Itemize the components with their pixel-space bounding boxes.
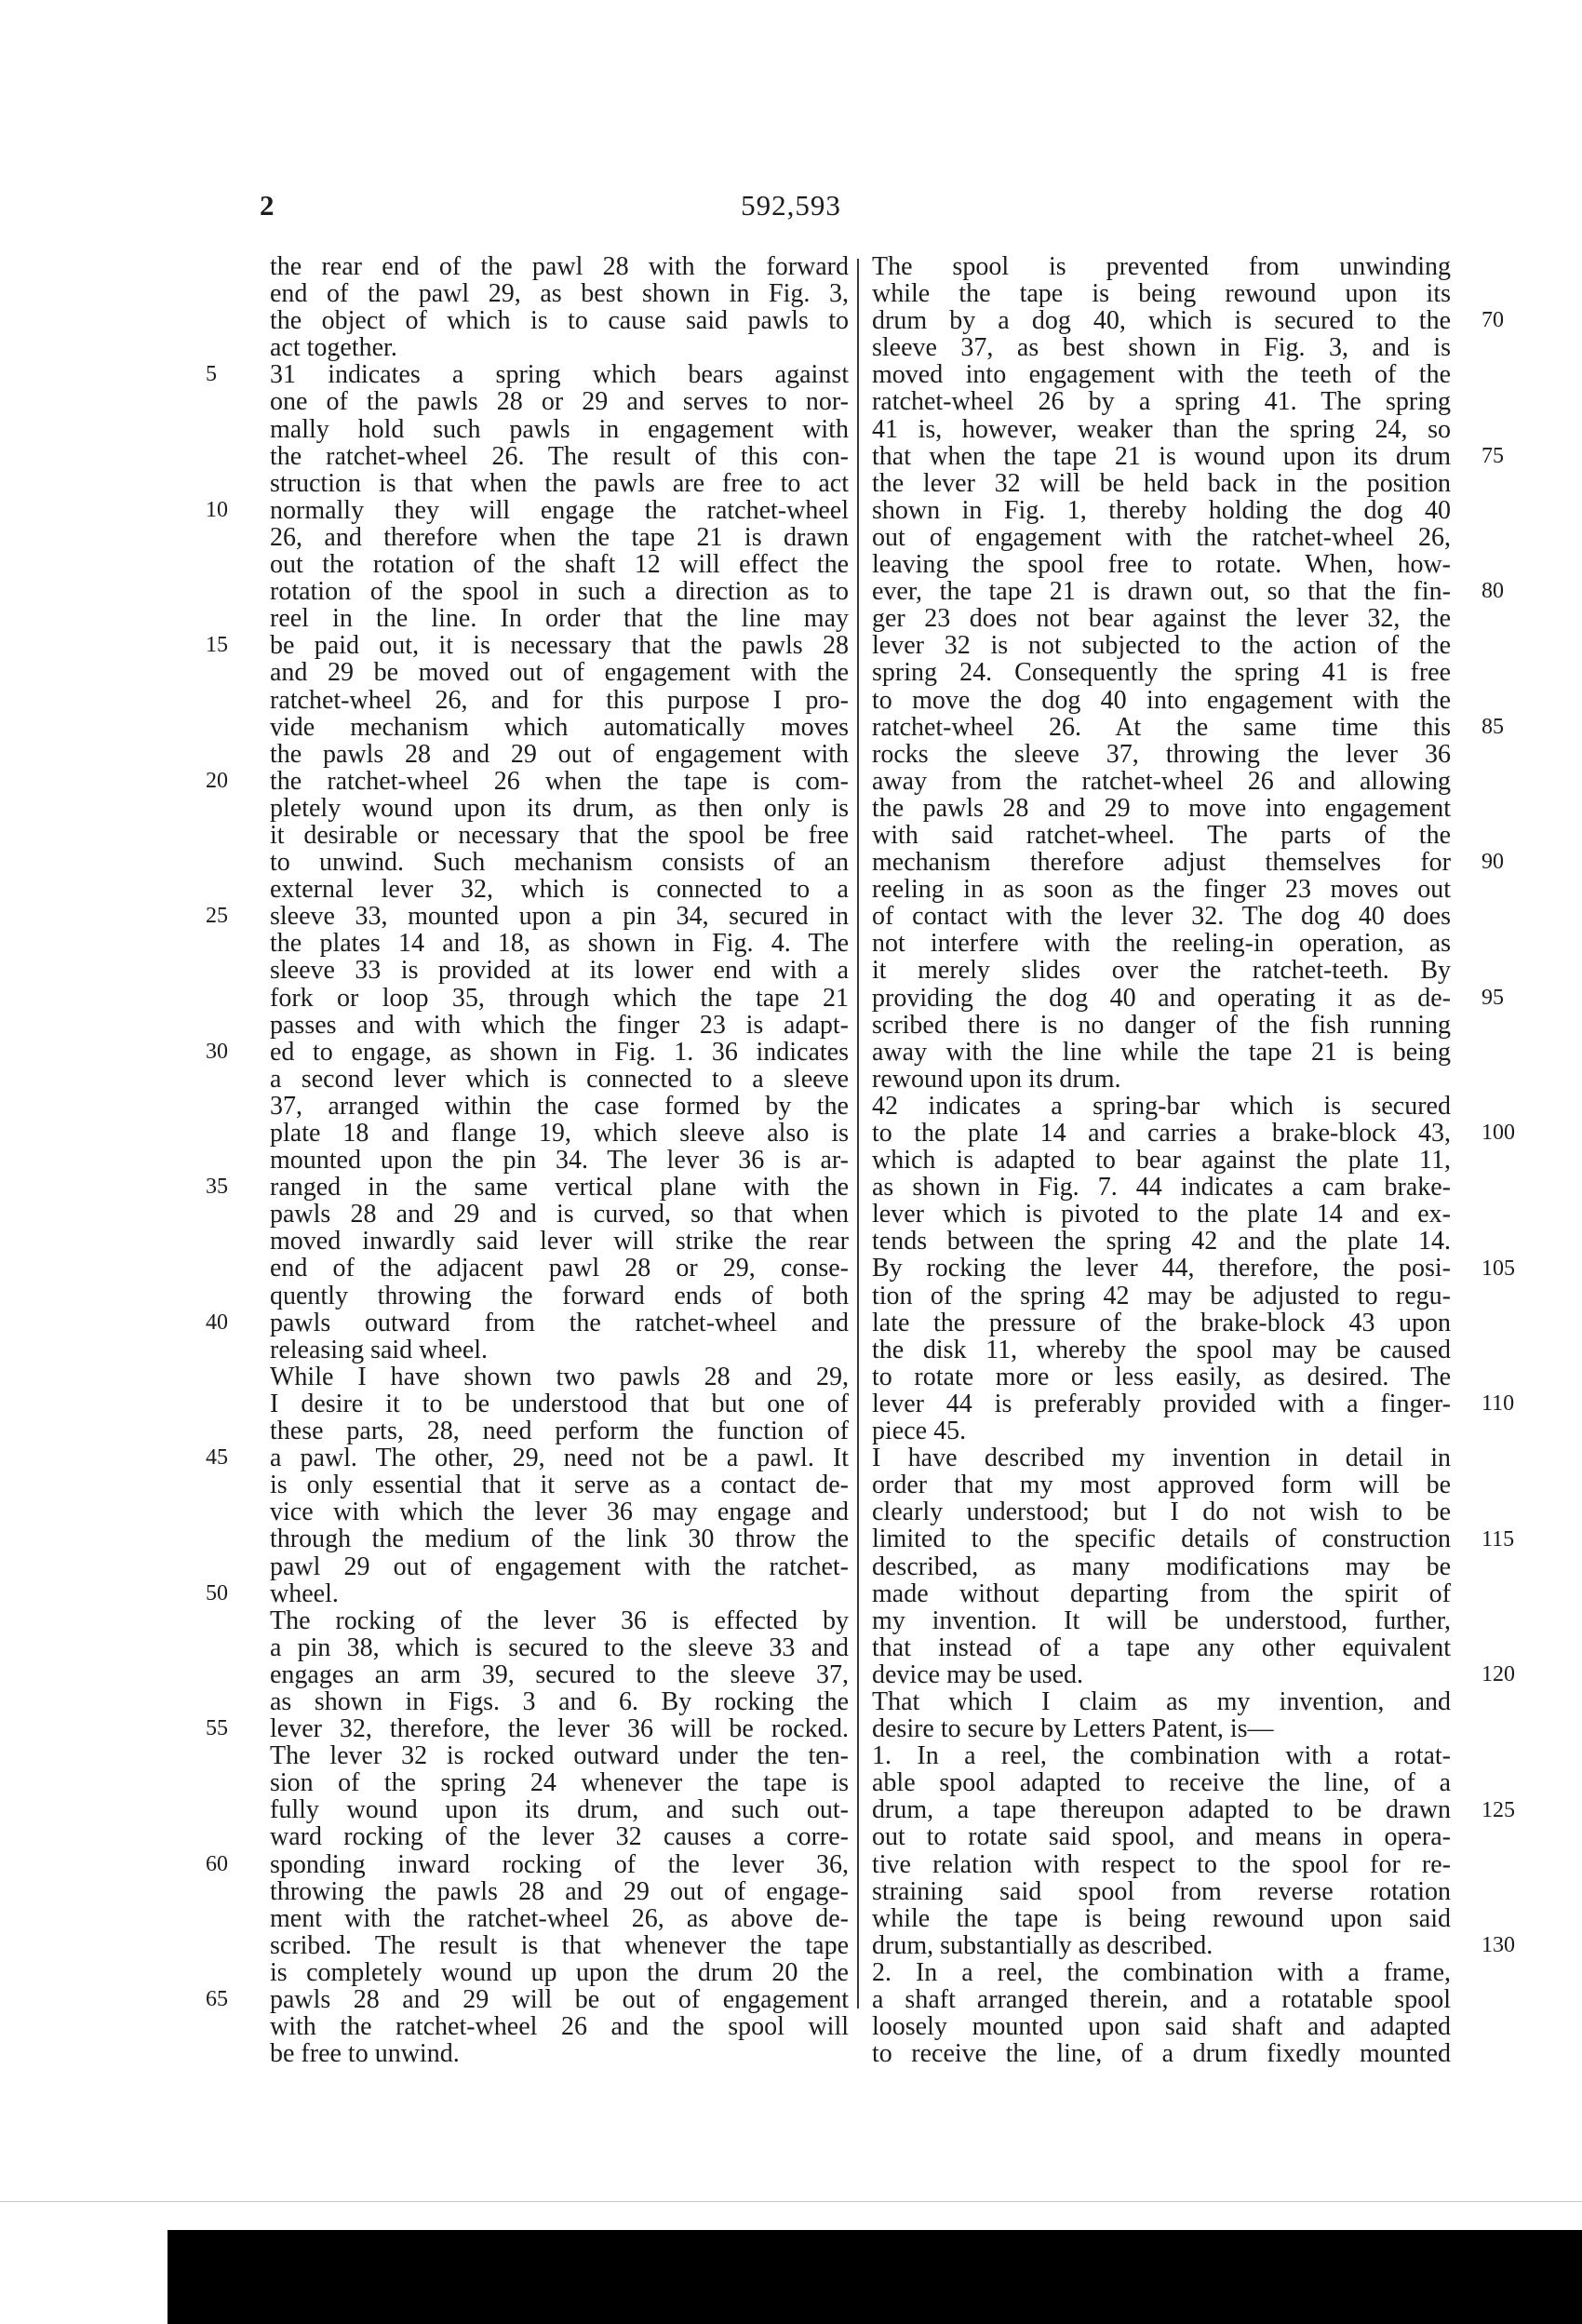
margin-line-number: 70 bbox=[1481, 308, 1504, 333]
text-line: sleeve 37, as best shown in Fig. 3, and is bbox=[872, 333, 1451, 363]
text-line: shown in Fig. 1, thereby holding the dog 40 bbox=[872, 495, 1451, 525]
text-line: ward rocking of the lever 32 causes a corre- bbox=[270, 1822, 849, 1852]
text-line: 2. In a reel, the combination with a frame, bbox=[872, 1957, 1451, 1987]
scan-bottom-border bbox=[168, 2230, 1582, 2324]
text-line: away with the line while the tape 21 is being bbox=[872, 1037, 1451, 1067]
margin-line-number: 50 bbox=[206, 1580, 228, 1605]
margin-line-number: 25 bbox=[206, 904, 228, 929]
text-line: While I have shown two pawls 28 and 29, bbox=[270, 1362, 849, 1391]
text-line: a pin 38, which is secured to the sleeve 33 and bbox=[270, 1632, 849, 1662]
text-line: I have described my invention in detail in bbox=[872, 1444, 1451, 1473]
text-line: drum, substantially as described. bbox=[872, 1930, 1213, 1960]
margin-line-number: 60 bbox=[206, 1851, 228, 1876]
text-line: fork or loop 35, through which the tape 21 bbox=[270, 983, 849, 1013]
text-line: 1. In a reel, the combination with a rotat- bbox=[872, 1741, 1451, 1771]
text-line: pawl 29 out of engagement with the ratchet- bbox=[270, 1552, 849, 1581]
text-line: which is adapted to bear against the plate 11, bbox=[872, 1146, 1451, 1175]
text-line: made without departing from the spirit of bbox=[872, 1578, 1451, 1608]
text-line: with said ratchet-wheel. The parts of the bbox=[872, 820, 1451, 850]
text-line: engages an arm 39, secured to the sleeve 37, bbox=[270, 1659, 849, 1689]
text-line: spring 24. Consequently the spring 41 is free bbox=[872, 658, 1451, 688]
text-line: 26, and therefore when the tape 21 is drawn bbox=[270, 522, 849, 552]
text-line: with the ratchet-wheel 26 and the spool will bbox=[270, 2012, 849, 2042]
text-line: order that my most approved form will be bbox=[872, 1471, 1451, 1500]
text-line: end of the adjacent pawl 28 or 29, conse- bbox=[270, 1254, 849, 1283]
text-line: vide mechanism which automatically moves bbox=[270, 712, 849, 742]
right-text-column bbox=[872, 253, 1451, 2067]
text-line: ratchet-wheel 26, and for this purpose I pro- bbox=[270, 685, 849, 715]
text-line: rotation of the spool in such a direction as to bbox=[270, 577, 849, 607]
margin-line-number: 120 bbox=[1481, 1662, 1515, 1687]
text-line: drum by a dog 40, which is secured to the bbox=[872, 306, 1451, 336]
margin-line-number: 110 bbox=[1481, 1391, 1515, 1417]
text-line: the ratchet-wheel 26. The result of this con- bbox=[270, 441, 849, 471]
margin-line-number: 10 bbox=[206, 497, 228, 522]
text-line: away from the ratchet-wheel 26 and allowing bbox=[872, 766, 1451, 796]
text-line: as shown in Figs. 3 and 6. By rocking the bbox=[270, 1686, 849, 1716]
text-line: loosely mounted upon said shaft and adapted bbox=[872, 2012, 1451, 2042]
page-number: 2 bbox=[260, 189, 275, 222]
text-line: external lever 32, which is connected to a bbox=[270, 875, 849, 905]
text-line: clearly understood; but I do not wish to be bbox=[872, 1498, 1451, 1527]
text-line: pletely wound upon its drum, as then only is bbox=[270, 793, 849, 823]
margin-line-number: 20 bbox=[206, 768, 228, 793]
text-line: passes and with which the finger 23 is adapt- bbox=[270, 1010, 849, 1040]
margin-line-number: 55 bbox=[206, 1716, 228, 1741]
text-line: normally they will engage the ratchet-wheel bbox=[270, 495, 849, 525]
text-line: ever, the tape 21 is drawn out, so that the fin- bbox=[872, 577, 1451, 607]
text-line: the lever 32 will be held back in the position bbox=[872, 468, 1451, 498]
text-line: scribed there is no danger of the fish running bbox=[872, 1010, 1451, 1040]
text-line: mechanism therefore adjust themselves for bbox=[872, 848, 1451, 878]
text-line: desire to secure by Letters Patent, is— bbox=[872, 1714, 1274, 1744]
text-line: lever 32 is not subjected to the action of the bbox=[872, 631, 1451, 661]
text-line: piece 45. bbox=[872, 1417, 967, 1446]
text-line: plate 18 and flange 19, which sleeve also is bbox=[270, 1119, 849, 1148]
text-line: the ratchet-wheel 26 when the tape is com- bbox=[270, 766, 849, 796]
text-line: to rotate more or less easily, as desired. The bbox=[872, 1362, 1451, 1391]
text-line: rewound upon its drum. bbox=[872, 1064, 1121, 1094]
margin-line-number: 95 bbox=[1481, 985, 1504, 1010]
text-line: The rocking of the lever 36 is effected by bbox=[270, 1605, 849, 1635]
text-line: pawls 28 and 29 will be out of engagement bbox=[270, 1985, 849, 2014]
margin-line-number: 15 bbox=[206, 633, 228, 658]
text-line: it merely slides over the ratchet-teeth. By bbox=[872, 956, 1451, 986]
margin-line-number: 105 bbox=[1481, 1256, 1515, 1281]
text-line: ed to engage, as shown in Fig. 1. 36 indicates bbox=[270, 1037, 849, 1067]
margin-line-number: 35 bbox=[206, 1175, 228, 1200]
left-text-column bbox=[270, 253, 849, 2067]
text-line: described, as many modifications may be bbox=[872, 1552, 1451, 1581]
text-line: be paid out, it is necessary that the pawls 28 bbox=[270, 631, 849, 661]
text-line: sponding inward rocking of the lever 36, bbox=[270, 1849, 849, 1879]
text-line: to move the dog 40 into engagement with the bbox=[872, 685, 1451, 715]
patent-number: 592,593 bbox=[741, 189, 841, 222]
text-line: the disk 11, whereby the spool may be caused bbox=[872, 1335, 1451, 1364]
text-line: I desire it to be understood that but one of bbox=[270, 1389, 849, 1418]
text-line: end of the pawl 29, as best shown in Fig. 3, bbox=[270, 279, 849, 309]
text-line: sion of the spring 24 whenever the tape is bbox=[270, 1768, 849, 1798]
text-line: out the rotation of the shaft 12 will effect the bbox=[270, 550, 849, 580]
margin-line-number: 85 bbox=[1481, 714, 1504, 739]
text-line: sleeve 33, mounted upon a pin 34, secured in bbox=[270, 902, 849, 932]
text-line: 37, arranged within the case formed by the bbox=[270, 1091, 849, 1121]
text-line: through the medium of the link 30 throw the bbox=[270, 1525, 849, 1554]
text-line: providing the dog 40 and operating it as de- bbox=[872, 983, 1451, 1013]
text-line: 41 is, however, weaker than the spring 24, so bbox=[872, 414, 1451, 444]
text-line: the pawls 28 and 29 out of engagement with bbox=[270, 739, 849, 769]
text-line: The lever 32 is rocked outward under the ten- bbox=[270, 1741, 849, 1771]
text-line: 31 indicates a spring which bears against bbox=[270, 360, 849, 390]
text-line: my invention. It will be understood, further, bbox=[872, 1605, 1451, 1635]
text-line: lever 44 is preferably provided with a finger- bbox=[872, 1389, 1451, 1418]
text-line: moved inwardly said lever will strike the rear bbox=[270, 1227, 849, 1256]
margin-line-number: 5 bbox=[206, 362, 217, 387]
text-line: to the plate 14 and carries a brake-block 43, bbox=[872, 1119, 1451, 1148]
text-line: lever 32, therefore, the lever 36 will be rocked. bbox=[270, 1714, 849, 1744]
text-line: act together. bbox=[270, 333, 397, 363]
text-line: as shown in Fig. 7. 44 indicates a cam brake- bbox=[872, 1173, 1451, 1202]
text-line: wheel. bbox=[270, 1578, 339, 1608]
text-line: scribed. The result is that whenever the tape bbox=[270, 1930, 849, 1960]
text-line: while the tape is being rewound upon said bbox=[872, 1903, 1451, 1933]
text-line: a pawl. The other, 29, need not be a pawl. It bbox=[270, 1444, 849, 1473]
text-line: The spool is prevented from unwinding bbox=[872, 252, 1451, 281]
text-line: leaving the spool free to rotate. When, how- bbox=[872, 550, 1451, 580]
text-line: releasing said wheel. bbox=[270, 1335, 489, 1364]
text-line: pawls outward from the ratchet-wheel and bbox=[270, 1308, 849, 1337]
margin-line-number: 90 bbox=[1481, 850, 1504, 875]
text-line: vice with which the lever 36 may engage and bbox=[270, 1498, 849, 1527]
text-line: ratchet-wheel 26 by a spring 41. The spring bbox=[872, 387, 1451, 417]
margin-line-number: 75 bbox=[1481, 443, 1504, 468]
text-line: device may be used. bbox=[872, 1659, 1084, 1689]
text-line: throwing the pawls 28 and 29 out of engage- bbox=[270, 1876, 849, 1906]
text-line: out to rotate said spool, and means in opera- bbox=[872, 1822, 1451, 1852]
text-line: the plates 14 and 18, as shown in Fig. 4. The bbox=[270, 929, 849, 959]
text-line: quently throwing the forward ends of both bbox=[270, 1281, 849, 1310]
text-line: tends between the spring 42 and the plate 14. bbox=[872, 1227, 1451, 1256]
text-line: ment with the ratchet-wheel 26, as above de- bbox=[270, 1903, 849, 1933]
text-line: is only essential that it serve as a contact de- bbox=[270, 1471, 849, 1500]
text-line: be free to unwind. bbox=[270, 2039, 460, 2069]
text-line: moved into engagement with the teeth of the bbox=[872, 360, 1451, 390]
text-line: tion of the spring 42 may be adjusted to regu- bbox=[872, 1281, 1451, 1310]
text-line: 42 indicates a spring-bar which is secured bbox=[872, 1091, 1451, 1121]
text-line: ratchet-wheel 26. At the same time this bbox=[872, 712, 1451, 742]
text-line: reel in the line. In order that the line may bbox=[270, 604, 849, 634]
text-line: By rocking the lever 44, therefore, the posi- bbox=[872, 1254, 1451, 1283]
text-line: lever which is pivoted to the plate 14 and ex- bbox=[872, 1200, 1451, 1229]
text-line: of contact with the lever 32. The dog 40 does bbox=[872, 902, 1451, 932]
text-line: drum, a tape thereupon adapted to be drawn bbox=[872, 1795, 1451, 1825]
text-line: the rear end of the pawl 28 with the forward bbox=[270, 252, 849, 281]
text-line: struction is that when the pawls are free to act bbox=[270, 468, 849, 498]
column-divider bbox=[857, 259, 859, 2008]
text-line: and 29 be moved out of engagement with the bbox=[270, 658, 849, 688]
margin-line-number: 65 bbox=[206, 1987, 228, 2012]
text-line: to unwind. Such mechanism consists of an bbox=[270, 848, 849, 878]
text-line: mounted upon the pin 34. The lever 36 is ar- bbox=[270, 1146, 849, 1175]
margin-line-number: 130 bbox=[1481, 1933, 1515, 1958]
text-line: pawls 28 and 29 and is curved, so that when bbox=[270, 1200, 849, 1229]
margin-line-number: 30 bbox=[206, 1039, 228, 1064]
text-line: not interfere with the reeling-in operation, as bbox=[872, 929, 1451, 959]
text-line: to receive the line, of a drum fixedly mounted bbox=[872, 2039, 1451, 2069]
text-line: That which I claim as my invention, and bbox=[872, 1686, 1451, 1716]
text-line: sleeve 33 is provided at its lower end with a bbox=[270, 956, 849, 986]
text-line: ger 23 does not bear against the lever 32, the bbox=[872, 604, 1451, 634]
text-line: ranged in the same vertical plane with the bbox=[270, 1173, 849, 1202]
text-line: the object of which is to cause said pawls to bbox=[270, 306, 849, 336]
text-line: late the pressure of the brake-block 43 upon bbox=[872, 1308, 1451, 1337]
text-line: it desirable or necessary that the spool be free bbox=[270, 820, 849, 850]
text-line: that when the tape 21 is wound upon its drum bbox=[872, 441, 1451, 471]
text-line: straining said spool from reverse rotation bbox=[872, 1876, 1451, 1906]
text-line: able spool adapted to receive the line, of a bbox=[872, 1768, 1451, 1798]
margin-line-number: 80 bbox=[1481, 579, 1504, 604]
text-line: is completely wound up upon the drum 20 the bbox=[270, 1957, 849, 1987]
margin-line-number: 45 bbox=[206, 1445, 228, 1471]
scan-edge-line bbox=[0, 2201, 1582, 2202]
text-line: one of the pawls 28 or 29 and serves to nor- bbox=[270, 387, 849, 417]
text-line: rocks the sleeve 37, throwing the lever 36 bbox=[872, 739, 1451, 769]
margin-line-number: 125 bbox=[1481, 1797, 1515, 1822]
text-line: tive relation with respect to the spool for re- bbox=[872, 1849, 1451, 1879]
text-line: out of engagement with the ratchet-wheel 26, bbox=[872, 522, 1451, 552]
text-line: mally hold such pawls in engagement with bbox=[270, 414, 849, 444]
text-line: a second lever which is connected to a sleeve bbox=[270, 1064, 849, 1094]
text-line: these parts, 28, need perform the function of bbox=[270, 1417, 849, 1446]
text-line: that instead of a tape any other equivalent bbox=[872, 1632, 1451, 1662]
text-line: while the tape is being rewound upon its bbox=[872, 279, 1451, 309]
margin-line-number: 100 bbox=[1481, 1121, 1515, 1146]
text-line: fully wound upon its drum, and such out- bbox=[270, 1795, 849, 1825]
text-line: reeling in as soon as the finger 23 moves out bbox=[872, 875, 1451, 905]
text-line: a shaft arranged therein, and a rotatable spool bbox=[872, 1985, 1451, 2014]
text-line: limited to the specific details of construction bbox=[872, 1525, 1451, 1554]
margin-line-number: 115 bbox=[1481, 1526, 1515, 1552]
text-line: the pawls 28 and 29 to move into engagement bbox=[872, 793, 1451, 823]
margin-line-number: 40 bbox=[206, 1310, 228, 1335]
